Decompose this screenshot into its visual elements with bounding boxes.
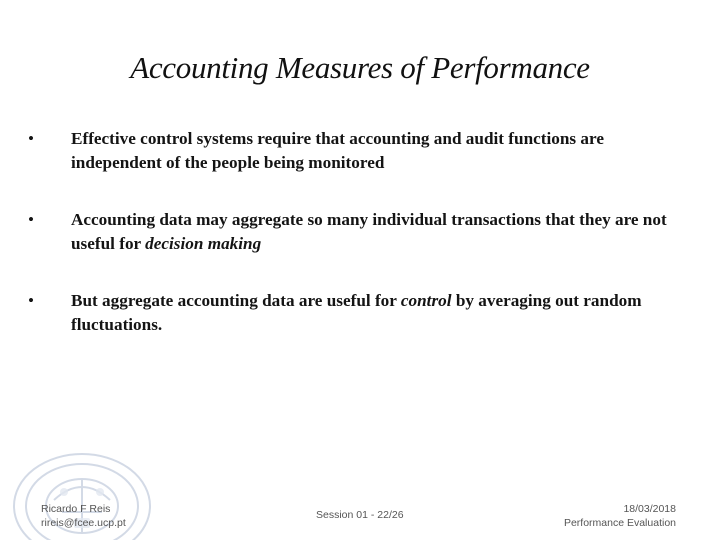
bullet-list: [28, 127, 688, 370]
bullet-item: [28, 208, 688, 256]
footer-session: [316, 508, 404, 522]
footer-session-label: Session 01 - 22/26: [316, 509, 404, 521]
bullet-item: [28, 127, 688, 175]
footer-email: rireis@fcee.ucp.pt: [41, 517, 126, 529]
bullet-text: But aggregate accounting data are useful for: [71, 291, 401, 310]
bullet-marker: •: [28, 291, 35, 310]
slide-title: Accounting Measures of Performance: [130, 50, 590, 85]
bullet-text-after: by averaging out random fluctuations.: [71, 291, 642, 334]
footer-author-block: [41, 502, 126, 530]
bullet-text: Effective control systems require that accounting and audit functions are independent of the people being monitored: [71, 129, 604, 172]
footer-author: Ricardo F Reis: [41, 503, 111, 515]
bullet-text: Accounting data may aggregate so many individual transactions that they are not useful for: [71, 210, 667, 253]
bullet-marker: •: [28, 129, 35, 148]
bullet-emphasis: decision making: [145, 234, 262, 253]
bullet-item: [28, 289, 688, 337]
bullet-marker: •: [28, 210, 35, 229]
footer-course: Performance Evaluation: [563, 517, 676, 529]
bullet-emphasis: control: [400, 291, 452, 310]
footer-date: 18/03/2018: [623, 503, 676, 515]
footer-date-block: [564, 502, 676, 530]
